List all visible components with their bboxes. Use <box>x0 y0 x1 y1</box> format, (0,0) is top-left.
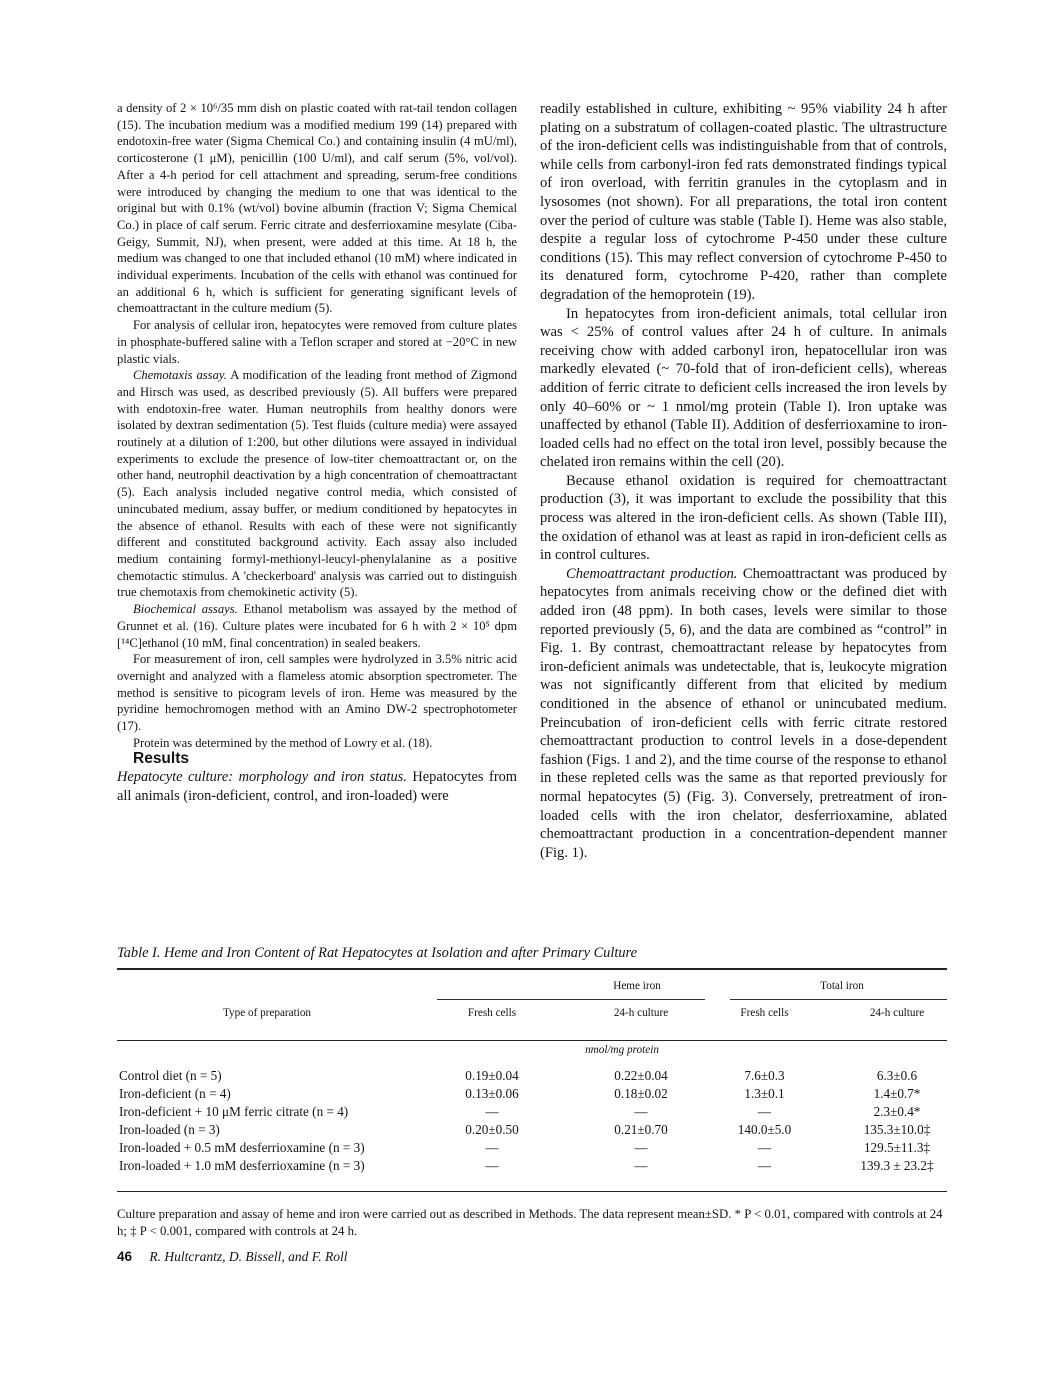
group-header-heme-iron: Heme iron <box>613 979 661 992</box>
table-title: Table I. Heme and Iron Content of Rat Hepatocytes at Isolation and after Primary Culture <box>117 945 638 961</box>
paragraph: a density of 2 × 10⁶/35 mm dish on plastic coated with rat-tail tendon collagen (15). The incubation medium was a modified medium 199 (14) prepared with endotoxin-free water (Sigma Chemical Co.) and containing insulin (4 mU/ml), corticosterone (1 μM), penicillin (100 U/ml), and calf serum (5%, vol/vol). After a 4-h period for cell attachment and spreading, serum-free conditions were introduced by changing the medium to one that was identical to the original but with 0.1% (wt/vol) bovine albumin (fraction V; Sigma Chemical Co.) in place of calf serum. Ferric citrate and desferrioxamine mesylate (Ciba-Geigy, Summit, NJ), when present, were added at this time. At 18 h, the medium was changed to one that included ethanol (10 mM) where indicated in individual experiments. Incubation of the cells with ethanol was continued for an additional 6 h, which is sufficient for generating significant levels of chemoattractant in the culture medium (5). <box>117 101 517 316</box>
group-header-total-iron: Total iron <box>820 979 864 992</box>
cell-total-fresh: 7.6±0.3 <box>744 1067 785 1083</box>
cell-total-24h: 135.3±10.0‡ <box>863 1122 931 1138</box>
table-row <box>117 1068 947 1086</box>
page-number: 46 <box>117 1249 133 1264</box>
table-row <box>117 1086 947 1104</box>
section-heading-results: Results <box>133 750 189 768</box>
row-label: Iron-loaded + 0.5 mM desferrioxamine (n = 3) <box>119 1140 365 1156</box>
paragraph: In hepatocytes from iron-deficient animals, total cellular iron was < 25% of control values after 24 h of culture. In animals receiving chow with added carbonyl iron, hepatocellular iron was markedly elevated (~ 70-fold that of iron-deficient cells), whereas addition of ferric citrate to deficient cells increased the iron levels by only 40–60% or ~ 1 nmol/mg protein (Table I). Iron uptake was unaffected by ethanol (Table II). Addition of desferrioxamine to iron-loaded cells had no effect on the total iron level, possibly because the chelated iron remains within the cell (20). <box>540 305 947 471</box>
table-1 <box>117 945 947 1240</box>
cell-heme-fresh: 0.13±0.06 <box>465 1085 519 1101</box>
row-label: Iron-loaded (n = 3) <box>119 1122 220 1138</box>
cell-total-fresh: 1.3±0.1 <box>744 1085 785 1101</box>
table-row <box>117 1158 947 1176</box>
runin-heading: Chemotaxis assay. <box>133 368 227 383</box>
paragraph: Biochemical assays. Ethanol metabolism was assayed by the method of Grunnet et al. (16). Culture plates were incubated for 6 h with 2 × 10⁵ dpm [¹⁴C]ethanol (10 mM, final concentration) in sealed beakers. <box>117 602 517 650</box>
paragraph: Hepatocyte culture: morphology and iron status. Hepatocytes from all animals (iron-deficient, control, and iron-loaded) were <box>117 769 517 804</box>
group-underline-heme <box>437 999 705 1000</box>
column-header-heme-culture: 24-h culture <box>613 1006 669 1019</box>
table-row <box>117 1104 947 1122</box>
left-column <box>117 100 517 805</box>
table-unit-label: nmol/mg protein <box>585 1043 659 1056</box>
cell-total-fresh: 140.0±5.0 <box>737 1122 792 1138</box>
cell-total-fresh: — <box>757 1140 772 1156</box>
cell-heme-24h: 0.22±0.04 <box>614 1067 668 1083</box>
runin-heading: Hepatocyte culture: morphology and iron status. <box>117 769 407 786</box>
table-row <box>117 1140 947 1158</box>
cell-heme-24h: — <box>634 1158 648 1174</box>
table-row <box>117 1122 947 1140</box>
paragraph: readily established in culture, exhibiting ~ 95% viability 24 h after plating on a substratum of collagen-coated plastic. The ultrastructure of the iron-deficient cells was indistinguishable from that of controls, while cells from carbonyl-iron fed rats demonstrated findings typical of iron overload, with ferritin granules in the cytoplasm and in lysosomes (not shown). For all preparations, the total iron content over the period of culture was stable (Table I). Heme was also stable, despite a regular loss of cytochrome P-450 under these culture conditions (15). This may reflect conversion of cytochrome P-450 to its denatured form, cytochrome P-420, rather than complete degradation of the hemoprotein (19). <box>540 101 947 303</box>
cell-heme-fresh: 0.19±0.04 <box>465 1067 519 1083</box>
table-header <box>117 970 947 1040</box>
group-underline-total <box>730 999 947 1000</box>
column-header-total-fresh: Fresh cells <box>740 1006 789 1019</box>
paragraph: For analysis of cellular iron, hepatocytes were removed from culture plates in phosphate-buffered saline with a Teflon scraper and stored at −20°C in new plastic vials. <box>117 318 517 366</box>
cell-heme-24h: 0.18±0.02 <box>614 1085 668 1101</box>
cell-heme-fresh: — <box>485 1103 499 1119</box>
column-header-type: Type of preparation <box>222 1006 312 1019</box>
cell-total-fresh: — <box>757 1158 772 1174</box>
row-label: Iron-loaded + 1.0 mM desferrioxamine (n = 3) <box>119 1158 365 1174</box>
cell-total-24h: 129.5±11.3‡ <box>863 1140 931 1156</box>
page-footer <box>117 1249 348 1265</box>
cell-heme-24h: — <box>634 1140 648 1156</box>
column-header-total-culture: 24-h culture <box>869 1006 925 1019</box>
table-bottom-rule <box>117 1191 947 1192</box>
paragraph: Protein was determined by the method of Lowry et al. (18). <box>133 735 433 750</box>
row-label: Control diet (n = 5) <box>119 1067 222 1083</box>
paragraph: For measurement of iron, cell samples were hydrolyzed in 3.5% nitric acid overnight and analyzed with a flameless atomic absorption spectrometer. The method is sensitive to picogram levels of iron. Heme was measured by the pyridine hemochromogen method with an Amino DW-2 spectrophotometer (17). <box>117 652 517 734</box>
cell-heme-fresh: — <box>485 1140 499 1156</box>
cell-heme-fresh: 0.20±0.50 <box>465 1122 519 1138</box>
cell-heme-24h: 0.21±0.70 <box>614 1122 668 1138</box>
row-label: Iron-deficient (n = 4) <box>119 1085 231 1101</box>
cell-total-24h: 6.3±0.6 <box>876 1067 918 1083</box>
right-column <box>540 100 947 862</box>
cell-total-24h: 1.4±0.7* <box>873 1085 921 1101</box>
row-label: Iron-deficient + 10 μM ferric citrate (n = 4) <box>119 1103 349 1119</box>
running-authors: R. Hultcrantz, D. Bissell, and F. Roll <box>149 1249 348 1264</box>
table-footnote: Culture preparation and assay of heme and iron were carried out as described in Methods. The data represent mean±SD. * P < 0.01, compared with controls at 24 h; ‡ P < 0.001, compared with controls at 24 h. <box>117 1206 943 1238</box>
paragraph: Chemotaxis assay. A modification of the leading front method of Zigmond and Hirsch was used, as described previously (5). All buffers were prepared with endotoxin-free water. Human neutrophils from healthy donors were isolated by dextran sedimentation (5). Test fluids (culture media) were assayed routinely at a dilution of 1:200, but other dilutions were assayed in individual experiments to exclude the presence of low-titer chemoattractant or, on the other hand, neutrophil deactivation by a high concentration of chemoattractant (5). Each analysis included negative control media, which consisted of unincubated medium, assay buffer, or medium conditioned by hepatocytes in the absence of ethanol. Results with each of these were not significantly different and constituted background activity. Each assay also included medium containing formyl-methionyl-leucyl-phenylalanine as a positive chemotactic stimulus. A 'checkerboard' analysis was carried out to distinguish true chemotaxis from chemokinetic activity (5). <box>117 368 517 600</box>
cell-total-fresh: — <box>757 1103 772 1119</box>
paragraph: Because ethanol oxidation is required for chemoattractant production (3), it was important to exclude the possibility that this process was altered in the iron-deficient cells. As shown (Table III), the oxidation of ethanol was at least as rapid in iron-deficient cells as in control cultures. <box>540 472 947 564</box>
cell-heme-fresh: — <box>485 1158 499 1174</box>
cell-heme-24h: — <box>634 1103 648 1119</box>
cell-total-24h: 139.3 ± 23.2‡ <box>860 1158 934 1174</box>
table-body <box>117 1068 947 1177</box>
runin-heading: Chemoattractant production. <box>566 565 738 582</box>
cell-total-24h: 2.3±0.4* <box>873 1103 921 1119</box>
runin-heading: Biochemical assays. <box>133 602 238 617</box>
column-header-heme-fresh: Fresh cells <box>467 1006 517 1019</box>
paragraph: Chemoattractant production. Chemoattractant was produced by hepatocytes from animals receiving chow or the defined diet with added iron (48 ppm). In both cases, levels were similar to those reported previously (5, 6), and the data are combined as “control” in Fig. 1. By contrast, chemoattractant release by hepatocytes from iron-deficient animals was undetectable, that is, leukocyte migration was not significantly different from that elicited by medium conditioned in the absence of ethanol or unincubated medium. Preincubation of iron-deficient cells with ferric citrate restored chemoattractant production to control levels in a dose-dependent fashion (Figs. 1 and 2), and the time course of the response to ethanol in these repleted cells was the same as that reported previously for normal hepatocytes (5) (Fig. 3). Conversely, pretreatment of iron-loaded cells with the iron chelator, desferrioxamine, ablated chemoattractant production in a concentration-dependent manner (Fig. 1). <box>540 565 948 861</box>
